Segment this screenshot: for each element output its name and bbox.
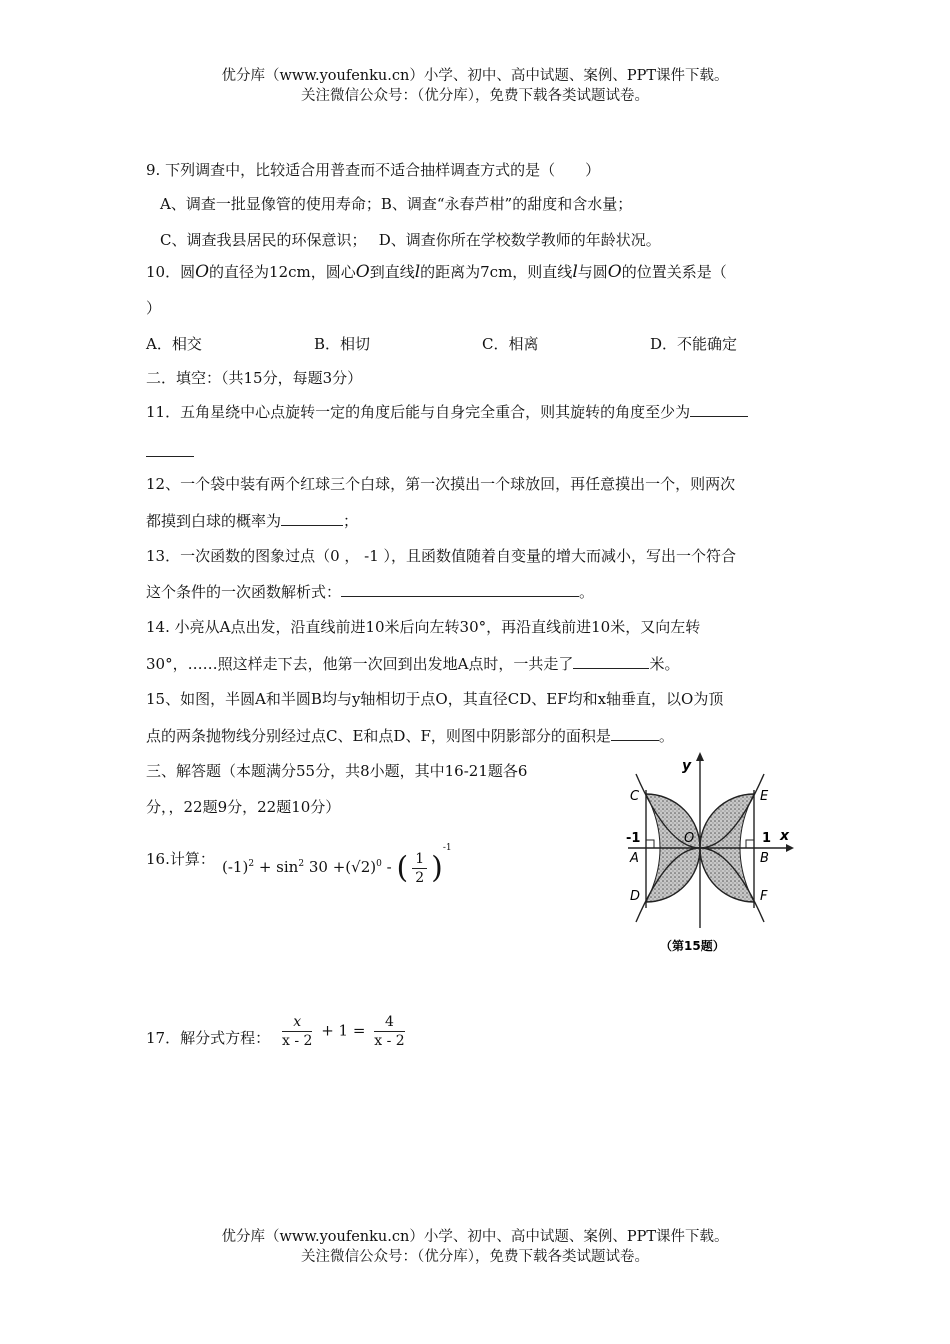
left-paren: (	[396, 850, 409, 886]
footer-line-2: 关注微信公众号：（优分库），免费下载各类试题试卷。	[301, 1249, 649, 1265]
label-O: O	[684, 831, 695, 846]
y-axis-arrow	[696, 752, 704, 761]
q15-figure	[614, 752, 810, 962]
q14-line-1: 14. 小亮从A点出发，沿直线前进10米后向左转30°，再沿直线前进10米，又向左转	[146, 618, 701, 636]
section-3-title-line-2: 分，，22题9分，22题10分）	[146, 798, 341, 816]
q15-figure-svg	[614, 752, 810, 962]
q13-line-2: 这个条件的一次函数解析式： 。	[146, 583, 595, 601]
q10-option-d: D．不能确定	[650, 335, 738, 353]
q12-line-2: 都摸到白球的概率为 ；	[146, 512, 359, 530]
q11-answer-blank-continued[interactable]	[146, 456, 194, 457]
q9-stem: 9. 下列调查中，比较适合用普查而不适合抽样调查方式的是（ ）	[146, 161, 601, 179]
q16-expression: $(-1)^2 + \sin^2 30 +(√2)^0$ - ( $\frac{1}{2}$ )$^{-1}$	[222, 843, 452, 886]
q17-fraction-left: $\frac{x}{x - 2}$	[282, 1014, 313, 1049]
label-neg1: -1	[626, 831, 641, 846]
q10-stem: 10．圆O的直径为12cm，圆心O到直线l的距离为7cm，则直线l与圆O的位置关系是（	[146, 262, 727, 282]
circle-O-symbol: O	[195, 262, 210, 282]
circle-O-symbol: O	[355, 262, 370, 282]
q15-line-2: 点的两条抛物线分别经过点C、E和点D、F，则图中阴影部分的面积是 。	[146, 727, 674, 745]
q12-line-1: 12、一个袋中装有两个红球三个白球，第一次摸出一个球放回，再任意摸出一个，则两次	[146, 475, 736, 493]
q9-options-ab: A、调查一批显像管的使用寿命；B、调查“永春芦柑”的甜度和含水量；	[160, 195, 633, 213]
q16-fraction: $\frac{1}{2}$	[412, 850, 427, 887]
label-C: C	[630, 789, 640, 804]
line-l-symbol: l	[572, 262, 578, 282]
q14-answer-blank[interactable]	[573, 654, 649, 669]
label-one: 1	[762, 831, 772, 846]
q16-label: 16.计算：	[146, 850, 215, 868]
q15-answer-blank[interactable]	[611, 726, 659, 741]
q13-answer-blank[interactable]	[341, 582, 579, 597]
q17-fraction-right: $\frac{4}{x - 2}$	[374, 1014, 405, 1049]
q10-close-paren: ）	[146, 299, 162, 317]
q10-option-a: A．相交	[146, 335, 202, 353]
header-line-1: 优分库（www.youfenku.cn）小学、初中、高中试题、案例、PPT课件下载。	[221, 68, 729, 84]
label-y: y	[682, 758, 692, 774]
figure-caption: （第15题）	[660, 939, 725, 953]
label-A: A	[630, 851, 639, 866]
label-E: E	[760, 789, 769, 804]
x-axis-arrow	[786, 844, 794, 852]
right-angle-marker-A	[646, 840, 654, 848]
q15-line-1: 15、如图，半圆A和半圆B均与y轴相切于点O，其直径CD、EF均和x轴垂直，以O为顶	[146, 690, 724, 708]
footer-line-1: 优分库（www.youfenku.cn）小学、初中、高中试题、案例、PPT课件下载。	[221, 1229, 729, 1245]
section-3-title-line-1: 三、解答题（本题满分55分，共8小题，其中16-21题各6	[146, 762, 528, 780]
section-2-title: 二．填空：（共15分，每题3分）	[146, 369, 363, 387]
q17-equation: $\frac{x}{x - 2}$ + 1 = $\frac{4}{x - 2}$	[282, 1014, 405, 1049]
q10-option-c: C．相离	[482, 335, 539, 353]
header-line-2: 关注微信公众号：（优分库），免费下载各类试题试卷。	[301, 88, 649, 104]
q12-answer-blank[interactable]	[281, 511, 343, 526]
label-F: F	[760, 889, 768, 904]
label-B: B	[760, 851, 769, 866]
label-D: D	[630, 889, 641, 904]
right-paren: )	[431, 850, 443, 886]
q10-option-b: B．相切	[314, 335, 371, 353]
label-x: x	[780, 828, 790, 844]
q11-stem: 11．五角星绕中心点旋转一定的角度后能与自身完全重合，则其旋转的角度至少为	[146, 402, 748, 422]
line-l-symbol: l	[414, 262, 421, 282]
q9-options-cd: C、调查我县居民的环保意识； D、调查你所在学校数学教师的年龄状况。	[160, 231, 661, 249]
q11-answer-blank[interactable]	[690, 402, 748, 417]
right-angle-marker-B	[746, 840, 754, 848]
q17-label: 17．解分式方程：	[146, 1029, 271, 1047]
circle-O-symbol: O	[607, 262, 622, 282]
q14-line-2: 30°，……照这样走下去，他第一次回到出发地A点时，一共走了 米。	[146, 655, 680, 673]
q13-line-1: 13．一次函数的图象过点（0 ， -1 ），且函数值随着自变量的增大而减小，写出一个符合	[146, 547, 737, 565]
